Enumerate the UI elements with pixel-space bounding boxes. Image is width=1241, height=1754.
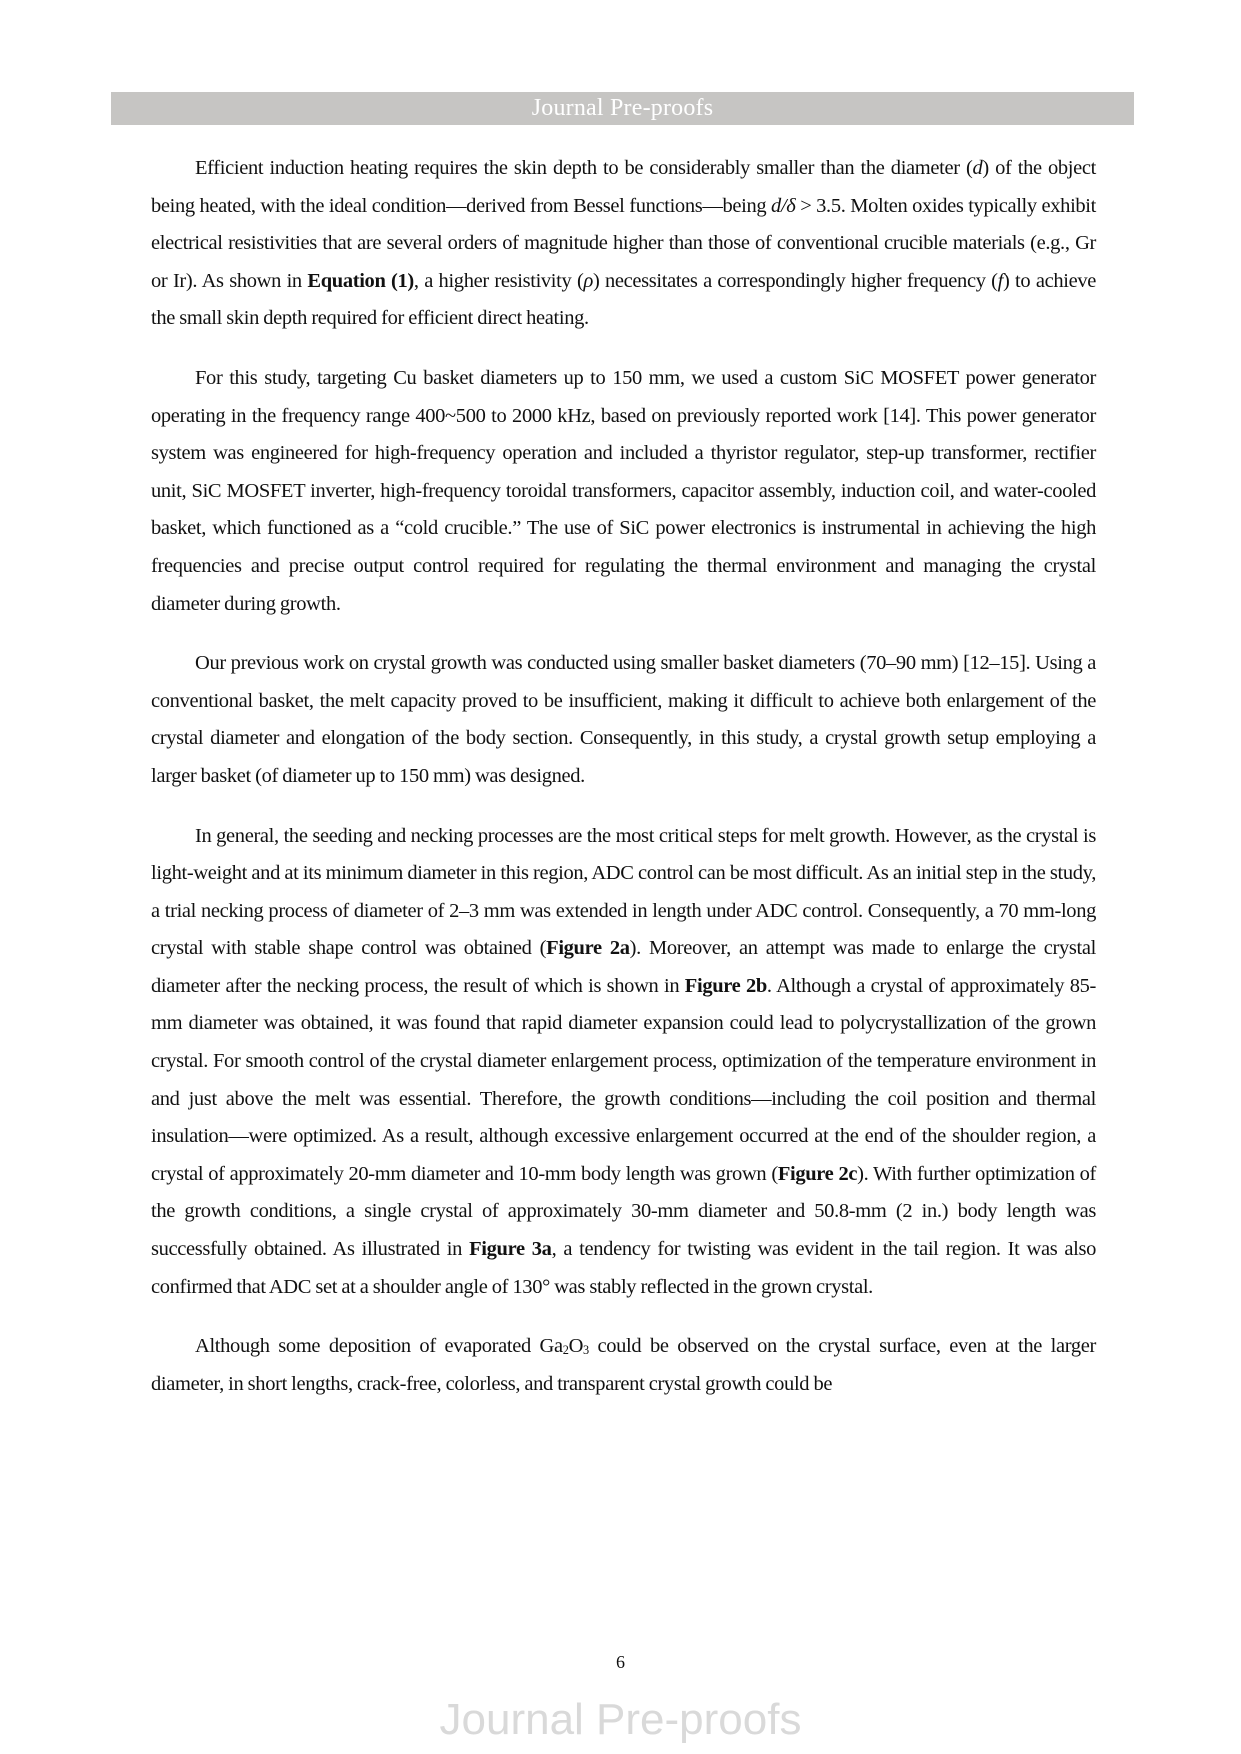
text-run: Although some deposition of evaporated Ga	[195, 1335, 563, 1358]
paragraph-seeding-necking	[151, 818, 1096, 1307]
paragraph-power-generator	[151, 360, 1096, 623]
paragraph-induction-heating	[151, 150, 1096, 338]
bold-reference: Figure 2b	[684, 974, 767, 997]
journal-header-bar	[111, 92, 1134, 125]
italic-symbol: d	[972, 157, 983, 179]
italic-symbol: d/δ	[771, 194, 796, 217]
bold-reference: Figure 2a	[546, 937, 630, 960]
subscript: 2	[562, 1343, 569, 1358]
text-run: > 3.5. Molten oxides typically exhibit electrical resistivities that are several orders of magnitude higher than those of conventional crucible materials (e.g., Gr or Ir). As shown in	[151, 194, 1097, 292]
text-run: Our previous work on crystal growth was conducted using smaller basket diameters (70–90 mm) [12–15]. Using a conventional basket, the melt capacity proved to be insufficient, making it difficult to achieve both enlargement of the crystal diameter and elongation of the body section. Consequently, in this study, a crystal growth setup employing a larger basket (of diameter up to 150 mm) was designed.	[151, 652, 1096, 787]
bold-reference: Figure 3a	[469, 1238, 552, 1261]
text-run: , a tendency for twisting was evident in the tail region. It was also confirmed that ADC set at a shoulder angle of 130° was stably reflected in the grown crystal.	[151, 1238, 1097, 1298]
subscript: 3	[583, 1343, 589, 1358]
body-text	[151, 150, 1096, 1425]
text-run: In general, the seeding and necking processes are the most critical steps for melt growth. However, as the crystal is light-weight and at its minimum diameter in this region, ADC control can be most difficult. As an initial step in the study, a trial necking process of diameter of 2–3 mm was extended in length under ADC control. Consequently, a 70 mm-long crystal with stable shape control was obtained (	[151, 824, 1096, 960]
text-run: ) to achieve the small skin depth required for efficient direct heating.	[151, 269, 1096, 330]
page-number: 6	[616, 1652, 625, 1672]
text-run: Efficient induction heating requires the skin depth to be considerably smaller than the diameter (	[195, 157, 973, 179]
bold-reference: Equation (1)	[307, 269, 414, 292]
bold-reference: Figure 2c	[777, 1162, 858, 1185]
text-run: O	[568, 1335, 584, 1358]
text-run: ) of the object being heated, with the ideal condition—derived from Bessel functions—being	[151, 157, 1096, 217]
text-run: For this study, targeting Cu basket diameters up to 150 mm, we used a custom SiC MOSFET power generator operating in the frequency range 400~500 to 2000 kHz, based on previously reported work [14]. This power generator system was engineered for high-frequency operation and included a thyristor regulator, step-up transformer, rectifier unit, SiC MOSFET inverter, high-frequency toroidal transformers, capacitor assembly, induction coil, and water-cooled basket, which functioned as a “cold crucible.” The use of SiC power electronics is instrumental in achieving the high frequencies and precise output control required for regulating the thermal environment and managing the crystal diameter during growth.	[151, 366, 1096, 615]
text-run: ). With further optimization of the growth conditions, a single crystal of approximately 30-mm diameter and 50.8-mm (2 in.) body length was successfully obtained. As illustrated in	[151, 1162, 1096, 1261]
text-run: ) necessitates a correspondingly higher frequency (	[592, 269, 998, 292]
italic-symbol: ρ	[583, 269, 593, 292]
italic-symbol: f	[997, 269, 1003, 292]
text-run: ). Moreover, an attempt was made to enlarge the crystal diameter after the necking process, the result of which is shown in	[151, 937, 1096, 997]
journal-header-title: Journal Pre-proofs	[531, 95, 714, 121]
text-run: . Although a crystal of approximately 85-mm diameter was obtained, it was found that rapid diameter expansion could lead to polycrystallization of the grown crystal. For smooth control of the crystal diameter enlargement process, optimization of the temperature environment in and just above the melt was essential. Therefore, the growth conditions—including the coil position and thermal insulation—were optimized. As a result, although excessive enlargement occurred at the end of the shoulder region, a crystal of approximately 20-mm diameter and 10-mm body length was grown (	[151, 974, 1096, 1185]
text-run: , a higher resistivity (	[413, 269, 584, 292]
paragraph-previous-work	[151, 645, 1096, 795]
watermark: Journal Pre-proofs	[439, 1695, 802, 1744]
paragraph-deposition	[151, 1328, 1096, 1403]
text-run: could be observed on the crystal surface, even at the larger diameter, in short lengths, crack-free, colorless, and transparent crystal growth could be	[151, 1335, 1096, 1395]
